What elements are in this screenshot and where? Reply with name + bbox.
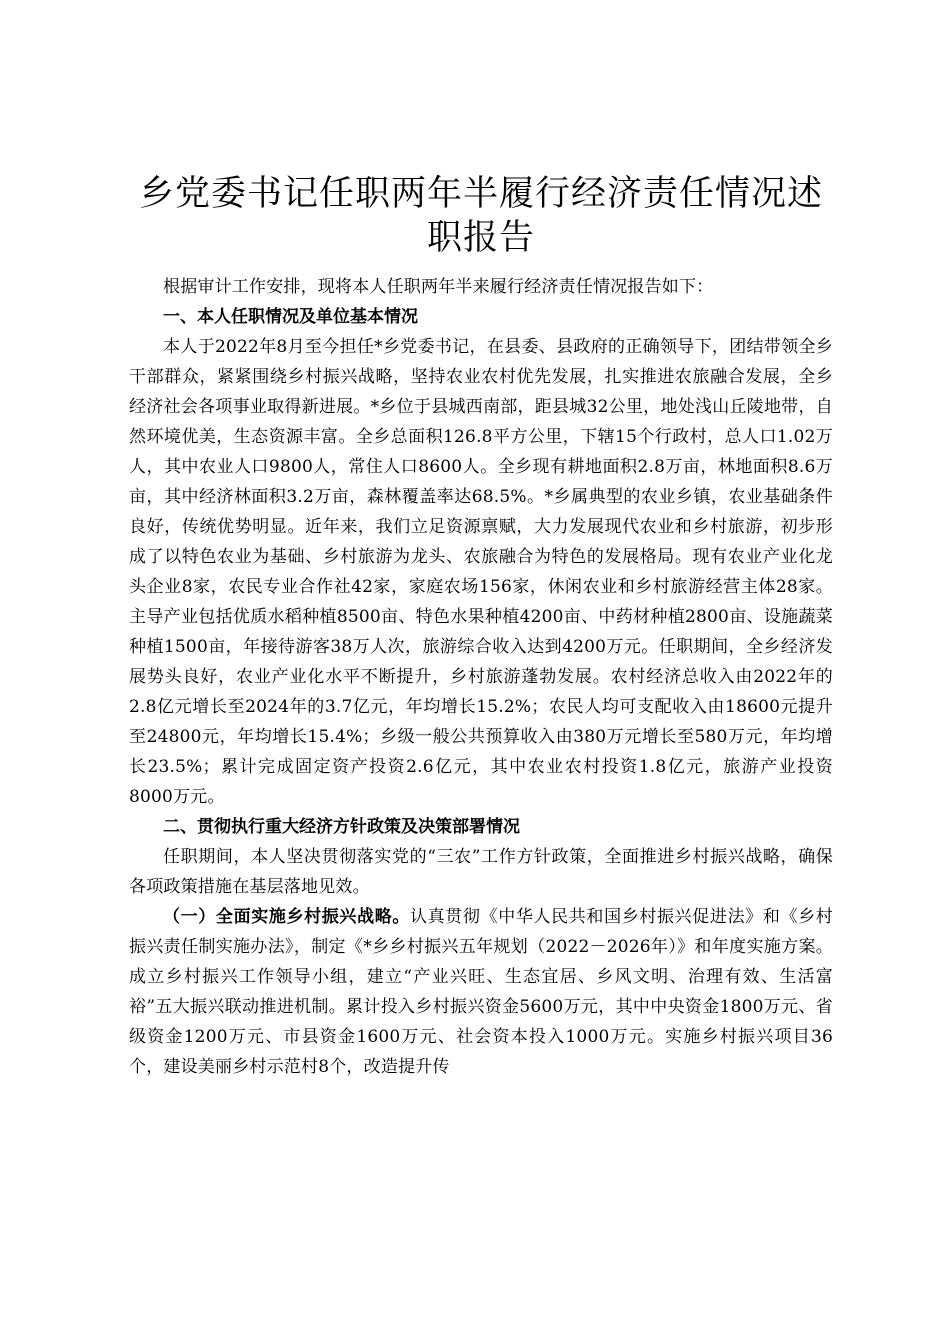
subsection-1-heading: （一）全面实施乡村振兴战略。 — [163, 907, 410, 927]
section-2-paragraph: 任职期间，本人坚决贯彻落实党的“三农”工作方针政策，全面推进乡村振兴战略，确保各项政策措施在基层落地见效。 — [129, 847, 833, 897]
subsection-1-paragraph — [129, 902, 833, 1082]
section-1-paragraph: 本人于2022年8月至今担任*乡党委书记，在县委、县政府的正确领导下，团结带领全乡干部群众，紧紧围绕乡村振兴战略，坚持农业农村优先发展，扎实推进农旅融合发展，全乡经济社会各项事业取得新进展。*乡位于县城西南部，距县城32公里，地处浅山丘陵地带，自然环境优美，生态资源丰富。全乡总面积126.8平方公里，下辖15个行政村，总人口1.02万人，其中农业人口9800人，常住人口8600人。全乡现有耕地面积2.8万亩，林地面积8.6万亩，其中经济林面积3.2万亩，森林覆盖率达68.5%。*乡属典型的农业乡镇，农业基础条件良好，传统优势明显。近年来，我们立足资源禀赋，大力发展现代农业和乡村旅游，初步形成了以特色农业为基础、乡村旅游为龙头、农旅融合为特色的发展格局。现有农业产业化龙头企业8家，农民专业合作社42家，家庭农场156家，休闲农业和乡村旅游经营主体28家。主导产业包括优质水稻种植8500亩、特色水果种植4200亩、中药材种植2800亩、设施蔬菜种植1500亩，年接待游客38万人次，旅游综合收入达到4200万元。任职期间，全乡经济发展势头良好，农业产业化水平不断提升，乡村旅游蓬勃发展。农村经济总收入由2022年的2.8亿元增长至2024年的3.7亿元，年均增长15.2%；农民人均可支配收入由18600元提升至24800元，年均增长15.4%；乡级一般公共预算收入由380万元增长至580万元，年均增长23.5%；累计完成固定资产投资2.6亿元，其中农业农村投资1.8亿元，旅游产业投资8000万元。 — [129, 337, 833, 807]
section-2-heading: 二、贯彻执行重大经济方针政策及决策部署情况 — [163, 817, 520, 837]
document-title: 乡党委书记任职两年半履行经济责任情况述职报告 — [138, 174, 823, 258]
section-1-heading: 一、本人任职情况及单位基本情况 — [163, 307, 418, 327]
intro-paragraph: 根据审计工作安排，现将本人任职两年半来履行经济责任情况报告如下： — [163, 277, 714, 297]
subsection-1-text: 认真贯彻《中华人民共和国乡村振兴促进法》和《乡村振兴责任制实施办法》，制定《*乡乡村振兴五年规划（2022－2026年）》和年度实施方案。成立乡村振兴工作领导小组，建立“产业兴旺、生态宜居、乡风文明、治理有效、生活富裕”五大振兴联动推进机制。累计投入乡村振兴资金5600万元，其中中央资金1800万元、省级资金1200万元、市县资金1600万元、社会资本投入1000万元。实施乡村振兴项目36个，建设美丽乡村示范村8个，改造提升传 — [129, 907, 833, 1077]
document-body — [129, 172, 833, 1082]
